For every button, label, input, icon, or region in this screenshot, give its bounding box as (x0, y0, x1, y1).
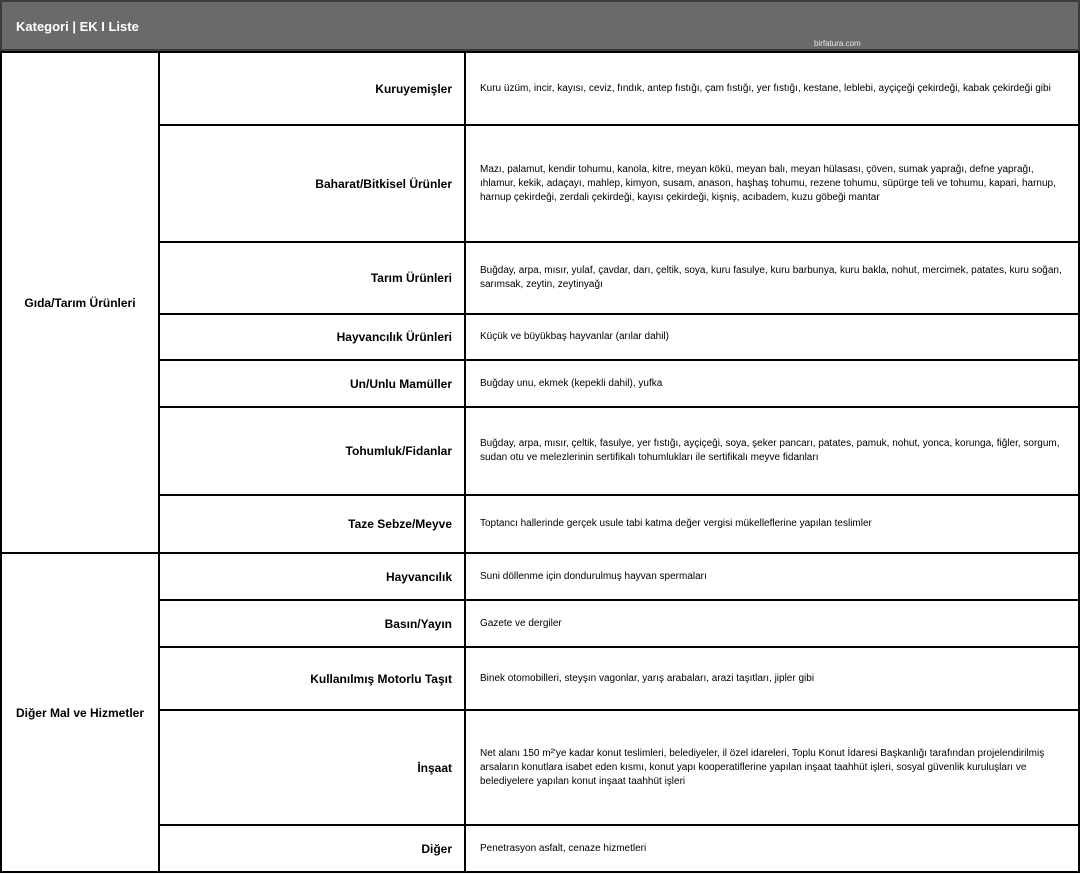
category-cell: Gıda/Tarım Ürünleri (24, 295, 136, 310)
subcategory-label: Un/Unlu Mamüller (349, 376, 452, 391)
item-description: Toptancı hallerinde gerçek usule tabi katma değer vergisi mükelleflerine yapılan teslimler (480, 518, 872, 529)
item-description: Kuru üzüm, incir, kayısı, ceviz, fındık, antep fıstığı, çam fıstığı, yer fıstığı, kestane, leblebi, ayçiçeği çekirdeği, kabak çekirdeği gibi (480, 82, 1051, 94)
category-cell: Diğer Mal ve Hizmetler (15, 705, 145, 720)
item-description: Net alanı 150 m²'ye kadar konut teslimleri, belediyeler, il özel idareleri, Toplu Konut İdaresi Başkanlığı tarafından projelendirilmiş arsaların konutlara isabet eden kısmı, konut yapı kooperatiflerine yapılan inşaat taahhüt işleri, sosyal güvenlik kuruluşları ve belediyelere yapılan konut inşaat taahhüt işleri (480, 747, 1045, 787)
header-bar (0, 0, 1080, 51)
subcategory-label: Tohumluk/Fidanlar (345, 444, 452, 458)
item-description: Gazete ve dergiler (480, 617, 562, 629)
subcategory-label: Basın/Yayın (384, 616, 452, 631)
item-description: Binek otomobilleri, steyşın vagonlar, yarış arabaları, arazi taşıtları, jipler gibi (480, 672, 815, 684)
subcategory-label: Diğer (421, 841, 452, 856)
subcategory-label: Kullanılmış Motorlu Taşıt (310, 671, 452, 686)
page-title: Kategori | EK I Liste (16, 19, 139, 34)
item-description: Penetrasyon asfalt, cenaze hizmetleri (480, 842, 647, 854)
item-description: Suni döllenme için dondurulmuş hayvan spermaları (480, 570, 707, 582)
item-description: Buğday, arpa, mısır, çeltik, fasulye, yer fıstığı, ayçiçeği, soya, şeker pancarı, patates, pamuk, nohut, yonca, korunga, fiğler, sorgum, sudan otu ve melezlerinin sertifikalı tohumlukları ile sertifikalı meyve fidanları (480, 438, 1060, 463)
subcategory-label: Kuruyemişler (375, 81, 452, 96)
item-description: Buğday unu, ekmek (kepekli dahil), yufka (480, 377, 663, 389)
subcategory-label: Tarım Ürünleri (370, 271, 452, 285)
item-description: Buğday, arpa, mısır, yulaf, çavdar, darı, çeltik, soya, kuru fasulye, kuru barbunya, kuru bakla, nohut, mercimek, patates, kuru soğan, sarımsak, zeytin, zeytinyağı (480, 265, 1062, 290)
watermark: birfatura.com (814, 39, 861, 48)
subcategory-label: İnşaat (417, 760, 452, 775)
subcategory-label: Hayvancılık Ürünleri (336, 330, 452, 344)
column-divider (464, 53, 466, 871)
item-description: Küçük ve büyükbaş hayvanlar (arılar dahil) (480, 331, 669, 342)
category-table (0, 51, 1080, 873)
item-description: Mazı, palamut, kendir tohumu, kanola, kitre, meyan kökü, meyan balı, meyan hülasası, çöven, sumak yaprağı, defne yaprağı, ıhlamur, kekik, adaçayı, mahlep, kimyon, susam, anason, haşhaş tohumu, rezene tohumu, süpürge teli ve tohumu, kapari, harnup, harnup çekirdeği, zerdali çekirdeği, kayısı çekirdeği, kişniş, acıbadem, kuzu göbeği mantar (480, 163, 1056, 203)
subcategory-label: Taze Sebze/Meyve (348, 517, 452, 531)
subcategory-label: Hayvancılık (385, 569, 452, 584)
subcategory-label: Baharat/Bitkisel Ürünler (315, 176, 452, 191)
